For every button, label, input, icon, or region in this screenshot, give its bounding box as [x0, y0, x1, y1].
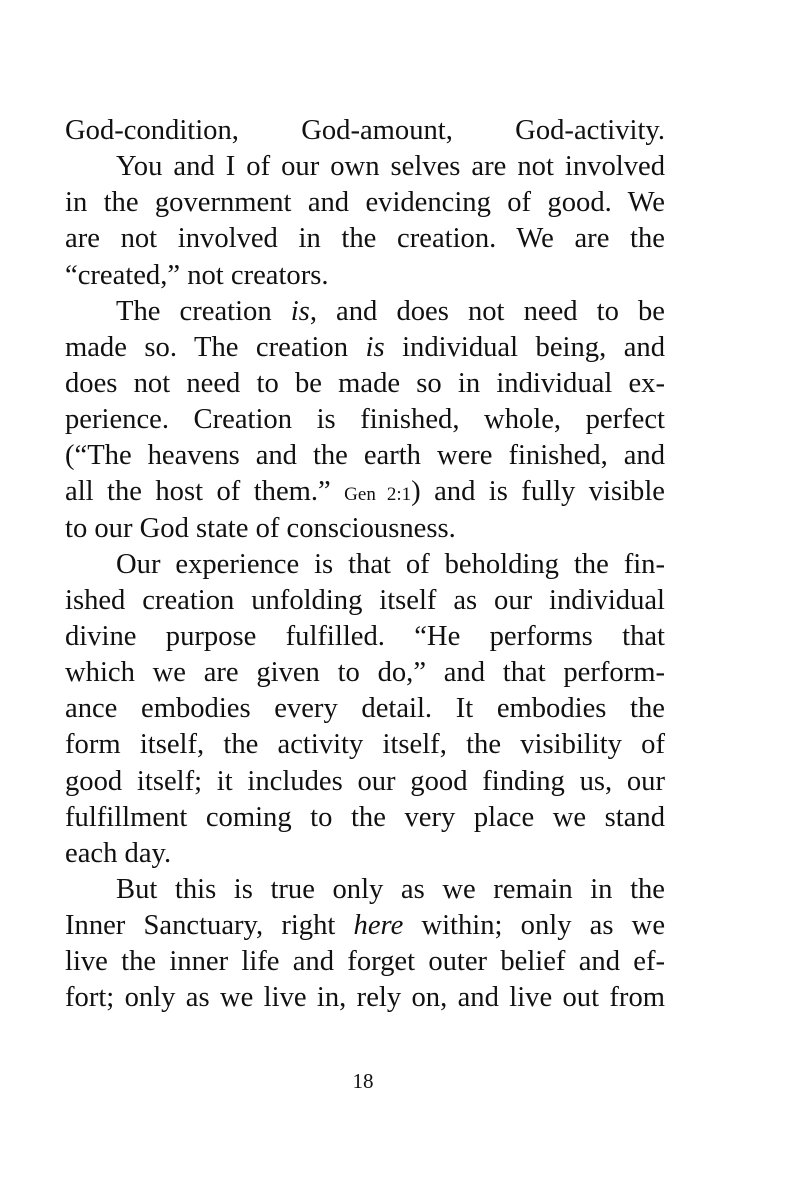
emphasis: here: [353, 910, 404, 942]
text-segment: individual being, and: [384, 331, 666, 363]
emphasis: is: [365, 331, 385, 363]
text-segment: made so. The creation: [65, 331, 366, 363]
text-line: fort; only as we live in, rely on, and live out from: [65, 982, 665, 1014]
text-line: [65, 908, 665, 944]
text-line: to our God state of consciousness.: [65, 512, 456, 544]
text-line: divine purpose fulfilled. “He performs that: [65, 620, 665, 652]
text-line: God-condition, God-amount, God-activity.: [65, 115, 665, 146]
text-line: [65, 330, 665, 366]
body-text: [65, 113, 665, 1017]
text-segment: Inner Sanctuary, right: [65, 910, 354, 942]
text-line: You and I of our own selves are not involved: [116, 151, 665, 183]
text-line: [65, 294, 665, 330]
text-line: perience. Creation is finished, whole, perfect: [65, 404, 665, 436]
text-segment: , and does not need to be: [309, 295, 665, 327]
text-line: live the inner life and forget outer belief and ef-: [65, 946, 665, 978]
text-line: form itself, the activity itself, the visibility of: [65, 729, 665, 761]
text-segment: The creation: [116, 295, 291, 327]
text-line: in the government and evidencing of good. We: [65, 187, 665, 219]
text-line: But this is true only as we remain in the: [116, 873, 665, 905]
text-line: are not involved in the creation. We are the: [65, 223, 665, 255]
text-line: fulfillment coming to the very place we stand: [65, 801, 665, 833]
text-segment: ) and is fully visible: [411, 476, 665, 508]
text-line: Our experience is that of beholding the fin-: [116, 548, 665, 580]
text-line: (“The heavens and the earth were finished, and: [65, 440, 665, 472]
text-line: “created,” not creators.: [65, 259, 329, 291]
text-line: which we are given to do,” and that perform-: [65, 657, 665, 689]
text-line: good itself; it includes our good finding us, our: [65, 765, 665, 797]
text-line: ished creation unfolding itself as our individual: [65, 584, 665, 616]
page-number: 18: [352, 1069, 374, 1093]
text-line: ance embodies every detail. It embodies the: [65, 693, 665, 725]
scripture-reference: Gen 2:1: [344, 484, 412, 506]
text-segment: within; only as we: [403, 910, 666, 942]
text-line: does not need to be made so in individual ex-: [65, 367, 665, 399]
text-line: [65, 474, 665, 510]
text-line: each day.: [65, 837, 172, 869]
emphasis: is: [290, 295, 310, 327]
text-segment: all the host of them.”: [65, 476, 345, 508]
